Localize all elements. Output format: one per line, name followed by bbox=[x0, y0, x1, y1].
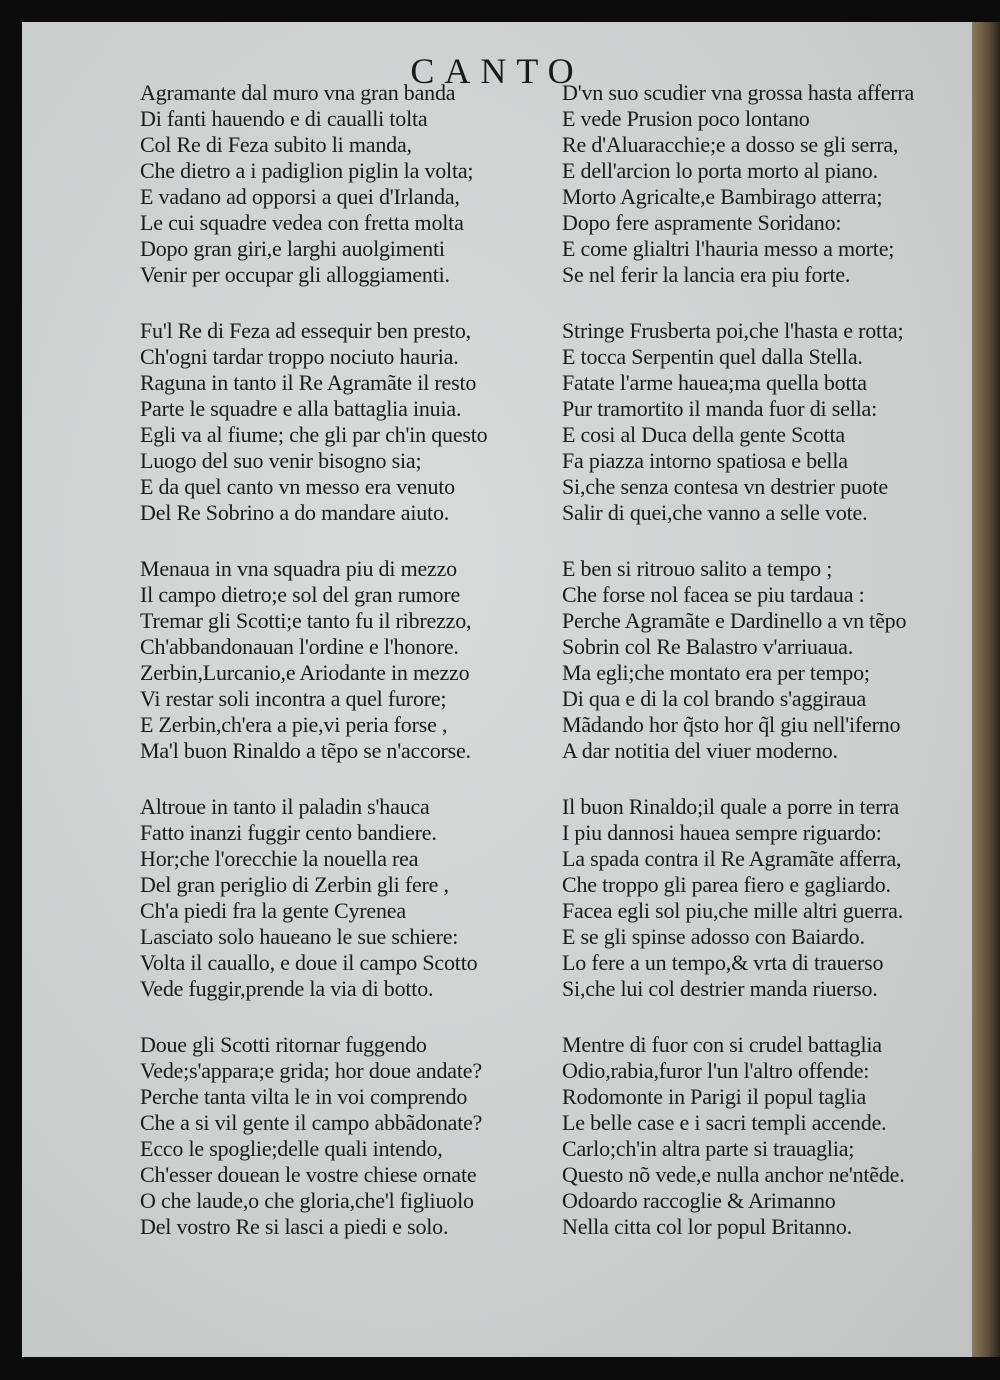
verse-line: Lasciato solo haueano le sue schiere: bbox=[140, 924, 459, 949]
verse-line: I piu dannosi hauea sempre riguardo: bbox=[562, 820, 882, 845]
verse-line: Odio,rabia,furor l'un l'altro offende: bbox=[562, 1058, 870, 1083]
verse-line: Dopo fere aspramente Soridano: bbox=[562, 210, 842, 235]
verse-line: Mãdando hor q̃sto hor q̃l giu nell'iferno bbox=[562, 712, 901, 737]
stanza bbox=[562, 1032, 1000, 1240]
verse-line: Col Re di Feza subito li manda, bbox=[140, 132, 412, 157]
verse-line: Doue gli Scotti ritornar fuggendo bbox=[140, 1032, 427, 1057]
verse-line: Odoardo raccoglie & Arimanno bbox=[562, 1188, 836, 1213]
verse-line: Dopo gran giri,e larghi auolgimenti bbox=[140, 236, 445, 261]
verse-line: Stringe Frusberta poi,che l'hasta e rotta; bbox=[562, 318, 904, 343]
verse-line: Menaua in vna squadra piu di mezzo bbox=[140, 556, 457, 581]
stanza bbox=[140, 318, 580, 526]
verse-line: Salir di quei,che vanno a selle vote. bbox=[562, 500, 868, 525]
verse-line: E se gli spinse adosso con Baiardo. bbox=[562, 924, 865, 949]
verse-line: Luogo del suo venir bisogno sia; bbox=[140, 448, 422, 473]
verse-line: E da quel canto vn messo era venuto bbox=[140, 474, 455, 499]
verse-line: Ma'l buon Rinaldo a tẽpo se n'accorse. bbox=[140, 738, 471, 763]
verse-line: Raguna in tanto il Re Agramãte il resto bbox=[140, 370, 477, 395]
stanza bbox=[140, 80, 580, 288]
stanza bbox=[140, 1032, 580, 1240]
verse-line: Egli va al fiume; che gli par ch'in questo bbox=[140, 422, 488, 447]
verse-line: Ecco le spoglie;delle quali intendo, bbox=[140, 1136, 443, 1161]
verse-line: Mentre di fuor con si crudel battaglia bbox=[562, 1032, 882, 1057]
verse-line: Il buon Rinaldo;il quale a porre in terra bbox=[562, 794, 899, 819]
verse-line: Le belle case e i sacri templi accende. bbox=[562, 1110, 887, 1135]
verse-line: E vadano ad opporsi a quei d'Irlanda, bbox=[140, 184, 460, 209]
verse-line: Ch'a piedi fra la gente Cyrenea bbox=[140, 898, 406, 923]
verse-line: Del vostro Re si lasci a piedi e solo. bbox=[140, 1214, 449, 1239]
verse-line: Vede fuggir,prende la via di botto. bbox=[140, 976, 434, 1001]
page-edge bbox=[972, 22, 1000, 1357]
verse-line: Del gran periglio di Zerbin gli fere , bbox=[140, 872, 449, 897]
verse-line: Che forse nol facea se piu tardaua : bbox=[562, 582, 865, 607]
verse-line: Parte le squadre e alla battaglia inuia. bbox=[140, 396, 462, 421]
verse-line: Vede;s'appara;e grida; hor doue andate? bbox=[140, 1058, 482, 1083]
verse-line: Vi restar soli incontra a quel furore; bbox=[140, 686, 447, 711]
verse-line: Che troppo gli parea fiero e gagliardo. bbox=[562, 872, 891, 897]
verse-line: Ch'ogni tardar troppo nociuto hauria. bbox=[140, 344, 459, 369]
verse-line: Il campo dietro;e sol del gran rumore bbox=[140, 582, 461, 607]
verse-line: E cosi al Duca della gente Scotta bbox=[562, 422, 845, 447]
verse-line: Sobrin col Re Balastro v'arriuaua. bbox=[562, 634, 854, 659]
verse-line: Zerbin,Lurcanio,e Ariodante in mezzo bbox=[140, 660, 470, 685]
book-page bbox=[22, 22, 972, 1357]
verse-line: Tremar gli Scotti;e tanto fu il ribrezzo, bbox=[140, 608, 472, 633]
verse-line: Re d'Aluaracchie;e a dosso se gli serra, bbox=[562, 132, 899, 157]
verse-line: Fu'l Re di Feza ad essequir ben presto, bbox=[140, 318, 471, 343]
verse-line: E Zerbin,ch'era a pie,vi peria forse , bbox=[140, 712, 448, 737]
verse-line: Del Re Sobrino a do mandare aiuto. bbox=[140, 500, 450, 525]
verse-line: Di qua e di la col brando s'aggiraua bbox=[562, 686, 867, 711]
verse-line: Fa piazza intorno spatiosa e bella bbox=[562, 448, 848, 473]
verse-line: Morto Agricalte,e Bambirago atterra; bbox=[562, 184, 883, 209]
stanza bbox=[562, 80, 1000, 288]
verse-line: Hor;che l'orecchie la nouella rea bbox=[140, 846, 419, 871]
verse-line: Ch'abbandonauan l'ordine e l'honore. bbox=[140, 634, 459, 659]
stanza bbox=[140, 556, 580, 764]
verse-line: Nella citta col lor popul Britanno. bbox=[562, 1214, 852, 1239]
verse-line: Ma egli;che montato era per tempo; bbox=[562, 660, 870, 685]
verse-line: Perche tanta vilta le in voi comprendo bbox=[140, 1084, 468, 1109]
verse-line: Perche Agramãte e Dardinello a vn tẽpo bbox=[562, 608, 907, 633]
stanza bbox=[140, 794, 580, 1002]
verse-line: E ben si ritrouo salito a tempo ; bbox=[562, 556, 833, 581]
verse-line: La spada contra il Re Agramãte afferra, bbox=[562, 846, 902, 871]
verse-line: Fatate l'arme hauea;ma quella botta bbox=[562, 370, 867, 395]
verse-line: Si,che lui col destrier manda riuerso. bbox=[562, 976, 878, 1001]
verse-line: E vede Prusion poco lontano bbox=[562, 106, 810, 131]
verse-line: Ch'esser douean le vostre chiese ornate bbox=[140, 1162, 477, 1187]
verse-line: Le cui squadre vedea con fretta molta bbox=[140, 210, 464, 235]
right-column bbox=[562, 80, 1000, 1270]
verse-line: Rodomonte in Parigi il popul taglia bbox=[562, 1084, 867, 1109]
verse-line: Fatto inanzi fuggir cento bandiere. bbox=[140, 820, 437, 845]
verse-line: Carlo;ch'in altra parte si trauaglia; bbox=[562, 1136, 855, 1161]
verse-line: Agramante dal muro vna gran banda bbox=[140, 80, 456, 105]
verse-line: Di fanti hauendo e di caualli tolta bbox=[140, 106, 428, 131]
verse-line: Altroue in tanto il paladin s'hauca bbox=[140, 794, 430, 819]
verse-line: E come glialtri l'hauria messo a morte; bbox=[562, 236, 895, 261]
verse-line: Che a si vil gente il campo abbãdonate? bbox=[140, 1110, 483, 1135]
verse-line: D'vn suo scudier vna grossa hasta afferra bbox=[562, 80, 915, 105]
verse-line: E tocca Serpentin quel dalla Stella. bbox=[562, 344, 863, 369]
verse-line: O che laude,o che gloria,che'l figliuolo bbox=[140, 1188, 474, 1213]
verse-line: Venir per occupar gli alloggiamenti. bbox=[140, 262, 450, 287]
verse-line: Volta il cauallo, e doue il campo Scotto bbox=[140, 950, 478, 975]
stanza bbox=[562, 318, 1000, 526]
stanza bbox=[562, 556, 1000, 764]
verse-line: Si,che senza contesa vn destrier puote bbox=[562, 474, 888, 499]
page-title: CANTO bbox=[410, 51, 584, 91]
stanza bbox=[562, 794, 1000, 1002]
verse-line: E dell'arcion lo porta morto al piano. bbox=[562, 158, 878, 183]
verse-line: A dar notitia del viuer moderno. bbox=[562, 738, 838, 763]
left-column bbox=[140, 80, 580, 1270]
verse-line: Questo nõ vede,e nulla anchor ne'ntẽde. bbox=[562, 1162, 905, 1187]
verse-line: Facea egli sol piu,che mille altri guerra. bbox=[562, 898, 904, 923]
verse-line: Lo fere a un tempo,& vrta di trauerso bbox=[562, 950, 884, 975]
verse-line: Che dietro a i padiglion piglin la volta; bbox=[140, 158, 474, 183]
verse-line: Pur tramortito il manda fuor di sella: bbox=[562, 396, 877, 421]
verse-line: Se nel ferir la lancia era piu forte. bbox=[562, 262, 851, 287]
